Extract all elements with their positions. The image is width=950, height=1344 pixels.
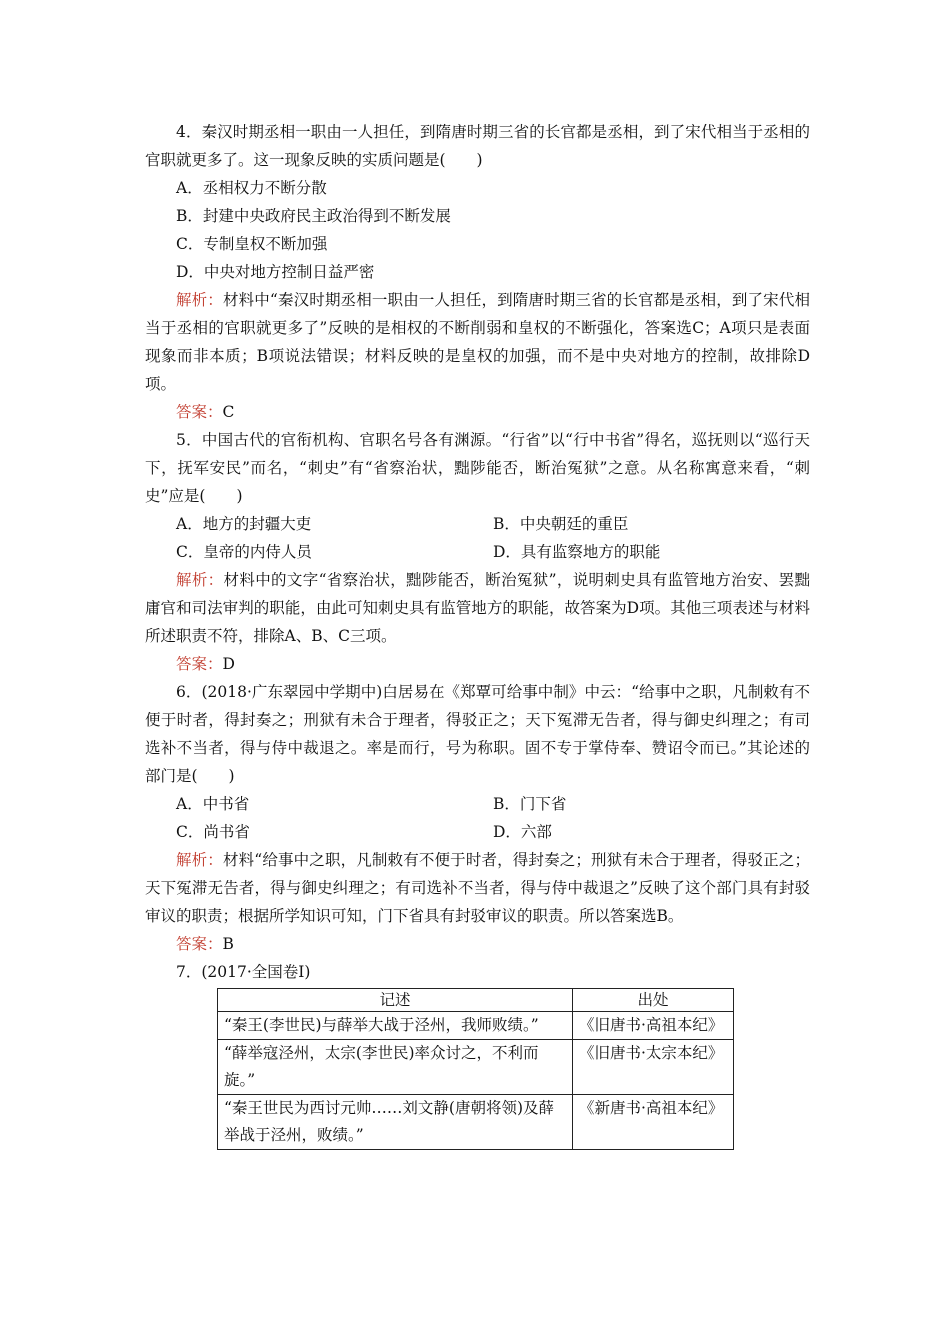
answer-value: C — [222, 403, 235, 421]
table-row — [218, 1012, 734, 1040]
q4-option-c: C．专制皇权不断加强 — [176, 235, 328, 253]
answer-label: 答案： — [176, 655, 223, 673]
answer-label: 答案： — [176, 935, 223, 953]
answer-value: D — [222, 655, 235, 673]
table-cell-record: “秦王(李世民)与薛举大战于泾州，我师败绩。” — [218, 1012, 573, 1040]
table-cell-source: 《旧唐书·太宗本纪》 — [573, 1040, 734, 1095]
q5-option-d: D．具有监察地方的职能 — [493, 543, 661, 561]
q4-option-a: A．丞相权力不断分散 — [176, 179, 327, 197]
q6-options-row-1 — [145, 790, 810, 818]
q6-option-d: D．六部 — [493, 823, 552, 841]
table-cell-source: 《新唐书·高祖本纪》 — [573, 1095, 734, 1150]
answer-value: B — [222, 935, 234, 953]
answer-label: 答案： — [176, 403, 223, 421]
table-header-record: 记述 — [218, 989, 573, 1012]
q6-option-b: B．门下省 — [493, 795, 567, 813]
q5-analysis — [145, 566, 810, 650]
analysis-label: 解析： — [176, 291, 223, 309]
q6-option-a: A．中书省 — [176, 795, 250, 813]
analysis-text: 材料“给事中之职，凡制敕有不便于时者，得封奏之；刑狱有未合于理者，得驳正之；天下冤滞无告者，得与御史纠理之；有司选补不当者，得与侍中裁退之”反映了这个部门具有封驳审议的职责；根据所学知识可知，门下省具有封驳审议的职责。所以答案选B。 — [145, 851, 810, 925]
table-row — [218, 1040, 734, 1095]
q6-options-row-2 — [145, 818, 810, 846]
q4-option-d: D．中央对地方控制日益严密 — [176, 263, 375, 281]
table-cell-record: “薛举寇泾州，太宗(李世民)率众讨之，不利而旋。” — [218, 1040, 573, 1095]
analysis-text: 材料中“秦汉时期丞相一职由一人担任，到隋唐时期三省的长官都是丞相，到了宋代相当于丞相的官职就更多了”反映的是相权的不断削弱和皇权的不断强化，答案选C；A项只是表面现象而非本质；B项说法错误；材料反映的是皇权的加强，而不是中央对地方的控制，故排除D项。 — [145, 291, 810, 393]
q4-option-b: B．封建中央政府民主政治得到不断发展 — [176, 207, 451, 225]
table-header-source: 出处 — [573, 989, 734, 1012]
table-row — [218, 1095, 734, 1150]
q5-options-row-2 — [145, 538, 810, 566]
table-cell-record: “秦王世民为西讨元帅……刘文静(唐朝将领)及薛举战于泾州，败绩。” — [218, 1095, 573, 1150]
q6-stem: 6．(2018·广东翠园中学期中)白居易在《郑覃可给事中制》中云：“给事中之职，凡制敕有不便于时者，得封奏之；刑狱有未合于理者，得驳正之；天下冤滞无告者，得与御史纠理之；有司选补不当者，得与侍中裁退之。率是而行，号为称职。固不专于掌侍奉、赞诏令而已。”其论述的部门是( ) — [145, 683, 810, 785]
table-header-row — [218, 989, 734, 1012]
q4-answer — [145, 398, 810, 426]
q5-option-b: B．中央朝廷的重臣 — [493, 515, 629, 533]
q5-option-c: C．皇帝的内侍人员 — [176, 543, 312, 561]
q6-option-c: C．尚书省 — [176, 823, 250, 841]
analysis-label: 解析： — [176, 851, 223, 869]
q7-stem: 7．(2017·全国卷Ⅰ) — [176, 963, 311, 981]
document-page — [145, 118, 810, 1150]
q6-analysis — [145, 846, 810, 930]
q7-table — [217, 988, 734, 1150]
q6-answer — [145, 930, 810, 958]
q5-option-a: A．地方的封疆大吏 — [176, 515, 312, 533]
table-cell-source: 《旧唐书·高祖本纪》 — [573, 1012, 734, 1040]
analysis-label: 解析： — [176, 571, 224, 589]
q5-stem: 5．中国古代的官衔机构、官职名号各有渊源。“行省”以“行中书省”得名，巡抚则以“巡行天下，抚军安民”而名，“刺史”有“省察治状，黜陟能否，断治冤狱”之意。从名称寓意来看，“刺史”应是( ) — [145, 431, 810, 505]
q5-answer — [145, 650, 810, 678]
q4-stem: 4．秦汉时期丞相一职由一人担任，到隋唐时期三省的长官都是丞相，到了宋代相当于丞相的官职就更多了。这一现象反映的实质问题是( ) — [145, 123, 810, 169]
analysis-text: 材料中的文字“省察治状，黜陟能否，断治冤狱”，说明刺史具有监管地方治安、罢黜庸官和司法审判的职能，由此可知刺史具有监管地方的职能，故答案为D项。其他三项表述与材料所述职责不符，排除A、B、C三项。 — [145, 571, 810, 645]
q4-analysis — [145, 286, 810, 398]
q5-options-row-1 — [145, 510, 810, 538]
